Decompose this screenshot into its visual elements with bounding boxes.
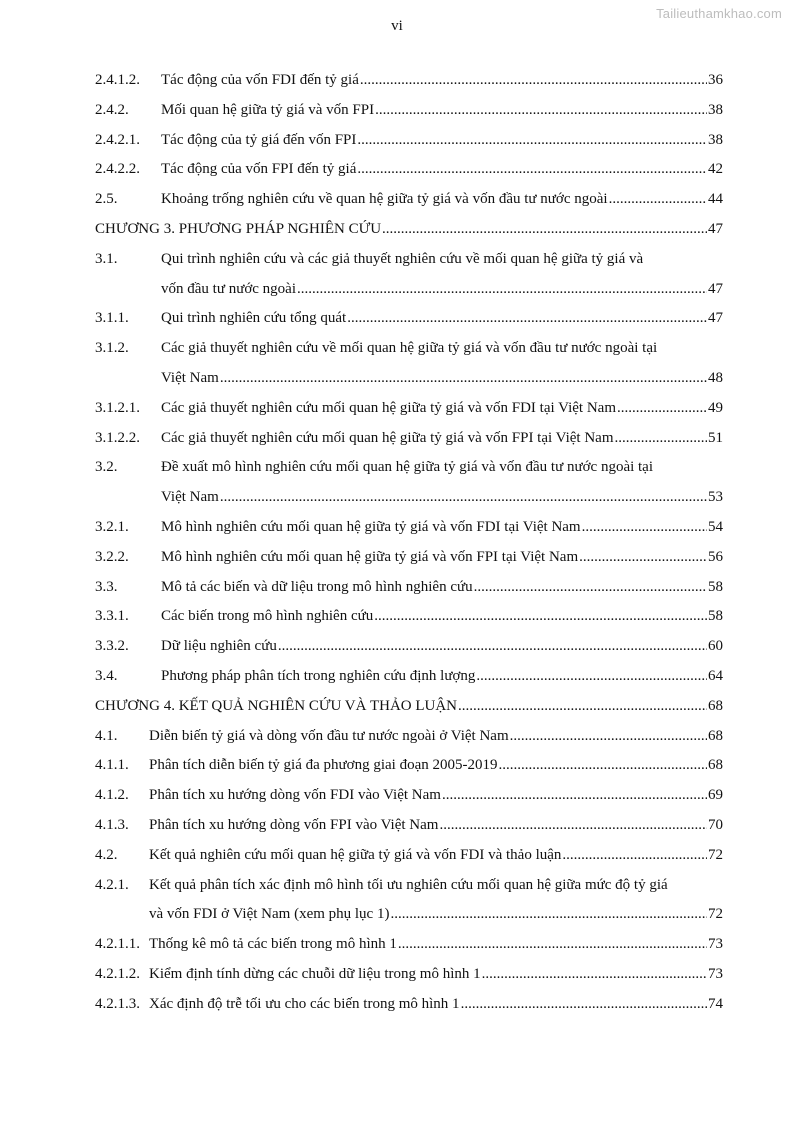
toc-page-number: 54 [708,519,723,535]
toc-chapter-title: CHƯƠNG 3. PHƯƠNG PHÁP NGHIÊN CỨU [95,221,382,237]
toc-entry[interactable] [95,994,723,1014]
toc-entry[interactable] [95,308,723,328]
toc-page-number: 58 [708,578,723,595]
toc-entry[interactable] [95,875,723,895]
toc-leader-dots [476,666,707,686]
toc-entry-number: 4.2.1.3. [95,995,140,1012]
toc-entry-title: Mô hình nghiên cứu mối quan hệ giữa tỷ giá và vốn FDI tại Việt Nam [161,519,581,535]
toc-leader-dots [357,130,707,150]
toc-entry-number: 3.3.1. [95,608,129,625]
toc-entry[interactable] [95,606,723,626]
toc-page-number: 58 [708,608,723,625]
toc-page-number: 53 [708,489,723,506]
toc-entry-title: Việt Nam [161,489,219,506]
toc-page-number: 47 [708,280,723,297]
toc-leader-dots [562,845,707,865]
toc-chapter-title: CHƯƠNG 4. KẾT QUẢ NGHIÊN CỨU VÀ THẢO LUẬN [95,697,458,714]
toc-entry-title: Các giả thuyết nghiên cứu mối quan hệ giữa tỷ giá và vốn FPI tại Việt Nam [161,429,614,446]
toc-entry-number: 3.2.2. [95,548,129,565]
toc-entry-number: 3.1.2. [95,340,129,357]
toc-entry-number: 4.2.1. [95,876,129,893]
toc-entry-title: Phương pháp phân tích trong nghiên cứu định lượng [161,668,476,684]
toc-page-number: 73 [708,936,723,953]
toc-page-number: 56 [708,548,723,565]
toc-leader-dots [510,726,707,746]
toc-entry-number: 2.4.2.1. [95,131,140,148]
toc-entry-title: Qui trình nghiên cứu tổng quát [161,310,347,327]
toc-leader-dots [439,815,707,835]
toc-entry[interactable] [95,577,723,597]
toc-entry-number: 2.4.1.2. [95,72,140,88]
toc-entry-number: 3.3. [95,578,118,595]
toc-entry[interactable] [95,547,723,567]
toc-page-number: 74 [708,995,723,1012]
toc-entry-number: 3.4. [95,668,118,684]
toc-entry-title: Các giả thuyết nghiên cứu mối quan hệ giữa tỷ giá và vốn FDI tại Việt Nam [161,399,616,416]
toc-entry-title: Kiểm định tính dừng các chuỗi dữ liệu trong mô hình 1 [149,966,481,982]
toc-entry-number: 3.1. [95,250,118,267]
toc-leader-dots [347,308,707,328]
toc-page-number: 49 [708,399,723,416]
toc-entry-title: Phân tích xu hướng dòng vốn FDI vào Việt Nam [149,787,441,804]
toc-page-number: 42 [708,161,723,178]
page-number: vi [391,18,403,34]
toc-entry-title: Mô hình nghiên cứu mối quan hệ giữa tỷ giá và vốn FPI tại Việt Nam [161,548,579,565]
toc-entry-number: 2.4.2.2. [95,161,140,178]
toc-leader-dots [461,994,707,1014]
toc-entry-number: 2.4.2. [95,101,129,118]
toc-entry[interactable] [95,666,723,686]
toc-entry[interactable] [95,815,723,835]
toc-entry[interactable] [95,785,723,805]
toc-entry-title: Các biến trong mô hình nghiên cứu [161,608,374,625]
toc-page-number: 36 [708,72,723,88]
toc-leader-dots [609,189,707,209]
toc-entry[interactable] [95,845,723,865]
toc-page-number: 51 [708,429,723,446]
toc-leader-dots [374,606,707,626]
toc-page-number: 64 [708,668,723,684]
toc-leader-dots [220,368,707,388]
toc-entry-title: Phân tích xu hướng dòng vốn FPI vào Việt Nam [149,817,439,833]
toc-entry-number: 3.1.2.2. [95,429,140,446]
toc-entry-number: 3.2. [95,459,118,476]
toc-leader-dots [442,785,707,805]
toc-page-number: 68 [708,727,723,744]
toc-entry[interactable] [95,219,723,239]
toc-page-number: 47 [708,221,723,237]
toc-entry-title: Khoảng trống nghiên cứu về quan hệ giữa tỷ giá và vốn đầu tư nước ngoài [161,191,608,208]
toc-entry-number: 4.2. [95,846,118,863]
toc-entry-title: Đề xuất mô hình nghiên cứu mối quan hệ giữa tỷ giá và vốn đầu tư nước ngoài tại [161,459,654,476]
toc-page-number: 47 [708,310,723,327]
toc-leader-dots [390,904,707,924]
toc-entry-title: Kết quả phân tích xác định mô hình tối ưu nghiên cứu mối quan hệ giữa mức độ tỷ giá [149,876,668,893]
toc-entry[interactable] [95,249,723,269]
toc-page-number: 60 [708,638,723,655]
toc-entry-title: Qui trình nghiên cứu và các giả thuyết nghiên cứu về mối quan hệ giữa tỷ giá và [161,250,644,267]
toc-entry[interactable] [95,696,723,716]
toc-page-number: 72 [708,846,723,863]
toc-page-number: 72 [708,906,723,923]
toc-entry-number: 4.2.1.1. [95,936,140,953]
toc-entry[interactable] [95,100,723,120]
toc-leader-dots [382,219,707,239]
toc-entry[interactable] [95,964,723,984]
toc-entry[interactable] [95,159,723,179]
toc-entry[interactable] [95,904,723,924]
toc-leader-dots [360,70,707,90]
toc-leader-dots [579,547,707,567]
toc-entry[interactable] [95,755,723,775]
toc-entry-number: 3.1.2.1. [95,399,140,416]
toc-entry[interactable] [95,487,723,507]
toc-entry-number: 3.1.1. [95,310,129,327]
toc-entry-number: 2.5. [95,191,118,208]
toc-entry-number: 4.1.1. [95,757,129,774]
toc-leader-dots [499,755,707,775]
toc-page-number: 70 [708,817,723,833]
toc-page-number: 38 [708,101,723,118]
toc-entry[interactable] [95,189,723,209]
toc-entry[interactable] [95,368,723,388]
toc-leader-dots [582,517,707,537]
toc-entry-number: 4.1. [95,727,118,744]
toc-entry[interactable] [95,338,723,358]
toc-entry[interactable] [95,130,723,150]
toc-leader-dots [617,398,707,418]
toc-leader-dots [398,934,707,954]
toc-entry-title: Việt Nam [161,370,219,386]
toc-entry-title: vốn đầu tư nước ngoài [161,280,296,297]
toc-page-number: 68 [708,757,723,774]
toc-entry-number: 3.2.1. [95,519,129,535]
toc-leader-dots [458,696,707,716]
toc-entry-title: Các giả thuyết nghiên cứu về mối quan hệ giữa tỷ giá và vốn đầu tư nước ngoài tại [161,340,658,357]
toc-leader-dots [615,428,708,448]
toc-entry[interactable] [95,279,723,299]
toc-entry-title: Mô tả các biến và dữ liệu trong mô hình nghiên cứu [161,578,473,595]
toc-entry[interactable] [95,428,723,448]
toc-leader-dots [482,964,707,984]
toc-entry[interactable] [95,70,723,90]
toc-entry-title: Mối quan hệ giữa tỷ giá và vốn FPI [161,101,375,118]
toc-page-number: 44 [708,191,723,208]
toc-entry-title: Xác định độ trễ tối ưu cho các biến trong mô hình 1 [149,995,460,1012]
toc-page-number: 68 [708,697,723,714]
toc-entry-title: Tác động của vốn FDI đến tỷ giá [161,72,359,88]
toc-entry-number: 4.2.1.2. [95,966,140,982]
toc-entry-title: Kết quả nghiên cứu mối quan hệ giữa tỷ giá và vốn FDI và thảo luận [149,846,562,863]
toc-entry-number: 4.1.2. [95,787,129,804]
toc-entry-title: Tác động của vốn FPI đến tỷ giá [161,161,357,178]
watermark: Tailieuthamkhao.com [656,6,782,21]
toc-leader-dots [474,577,707,597]
toc-entry[interactable] [95,934,723,954]
toc-entry-title: Tác động của tỷ giá đến vốn FPI [161,131,357,148]
toc-entry[interactable] [95,457,723,477]
toc-leader-dots [357,159,707,179]
toc-entry-number: 3.3.2. [95,638,129,655]
toc-leader-dots [220,487,707,507]
toc-entry-title: Dữ liệu nghiên cứu [161,638,277,655]
toc-leader-dots [278,636,707,656]
toc-entry-title: Phân tích diễn biến tỷ giá đa phương giai đoạn 2005-2019 [149,757,498,774]
toc-page-number: 69 [708,787,723,804]
toc-leader-dots [297,279,707,299]
toc-entry[interactable] [95,398,723,418]
toc-leader-dots [375,100,707,120]
toc-entry-number: 4.1.3. [95,817,129,833]
toc-entry-title: Thống kê mô tả các biến trong mô hình 1 [149,936,397,953]
toc-entry[interactable] [95,517,723,537]
toc-page-number: 48 [708,370,723,386]
toc-page-number: 73 [708,966,723,982]
toc-entry[interactable] [95,636,723,656]
toc-entry-title: và vốn FDI ở Việt Nam (xem phụ lục 1) [149,906,390,923]
toc-entry[interactable] [95,726,723,746]
toc-page-number: 38 [708,131,723,148]
toc-entry-title: Diễn biến tỷ giá và dòng vốn đầu tư nước ngoài ở Việt Nam [149,727,509,744]
